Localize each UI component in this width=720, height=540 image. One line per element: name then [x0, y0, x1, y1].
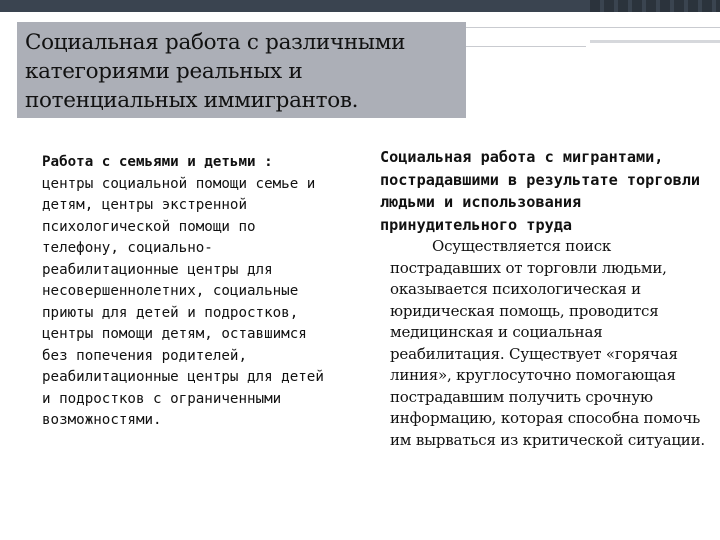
top-decorative-bar [0, 0, 720, 12]
right-column-heading: Социальная работа с мигрантами, пострадавшими в результате торговли людьми и использования принудительного труда [380, 148, 701, 234]
top-bar-accent [590, 0, 720, 12]
slide-title: Социальная работа с различными категориями реальных и потенциальных иммигрантов. [25, 30, 406, 113]
right-column-text: Осуществляется поиск пострадавших от торговли людьми, оказывается психологическая и юридическая помощь, проводится медицинская и социальная реабилитация. Существует «горячая линия», круглосуточно помогающая пострадавшим получить срочную информацию, которая способна помочь им вырваться из критической ситуации. [390, 237, 705, 449]
header-rule-2 [590, 40, 720, 43]
header-rule-3 [466, 46, 586, 47]
right-column [380, 146, 710, 451]
left-column-heading: Работа с семьями и детьми : [42, 154, 273, 170]
header-rule-1 [466, 27, 720, 28]
slide-title-box [17, 22, 466, 118]
left-column-text: центры социальной помощи семье и детям, центры экстренной психологической помощи по телефону, социально-реабилитационные центры для несовершеннолетних, социальные приюты для детей и подростков, центры помощи детям, оставшимся без попечения родителей, реабилитационные центры для детей и подростков с ограниченными возможностями. [42, 175, 324, 428]
left-column [42, 152, 332, 432]
